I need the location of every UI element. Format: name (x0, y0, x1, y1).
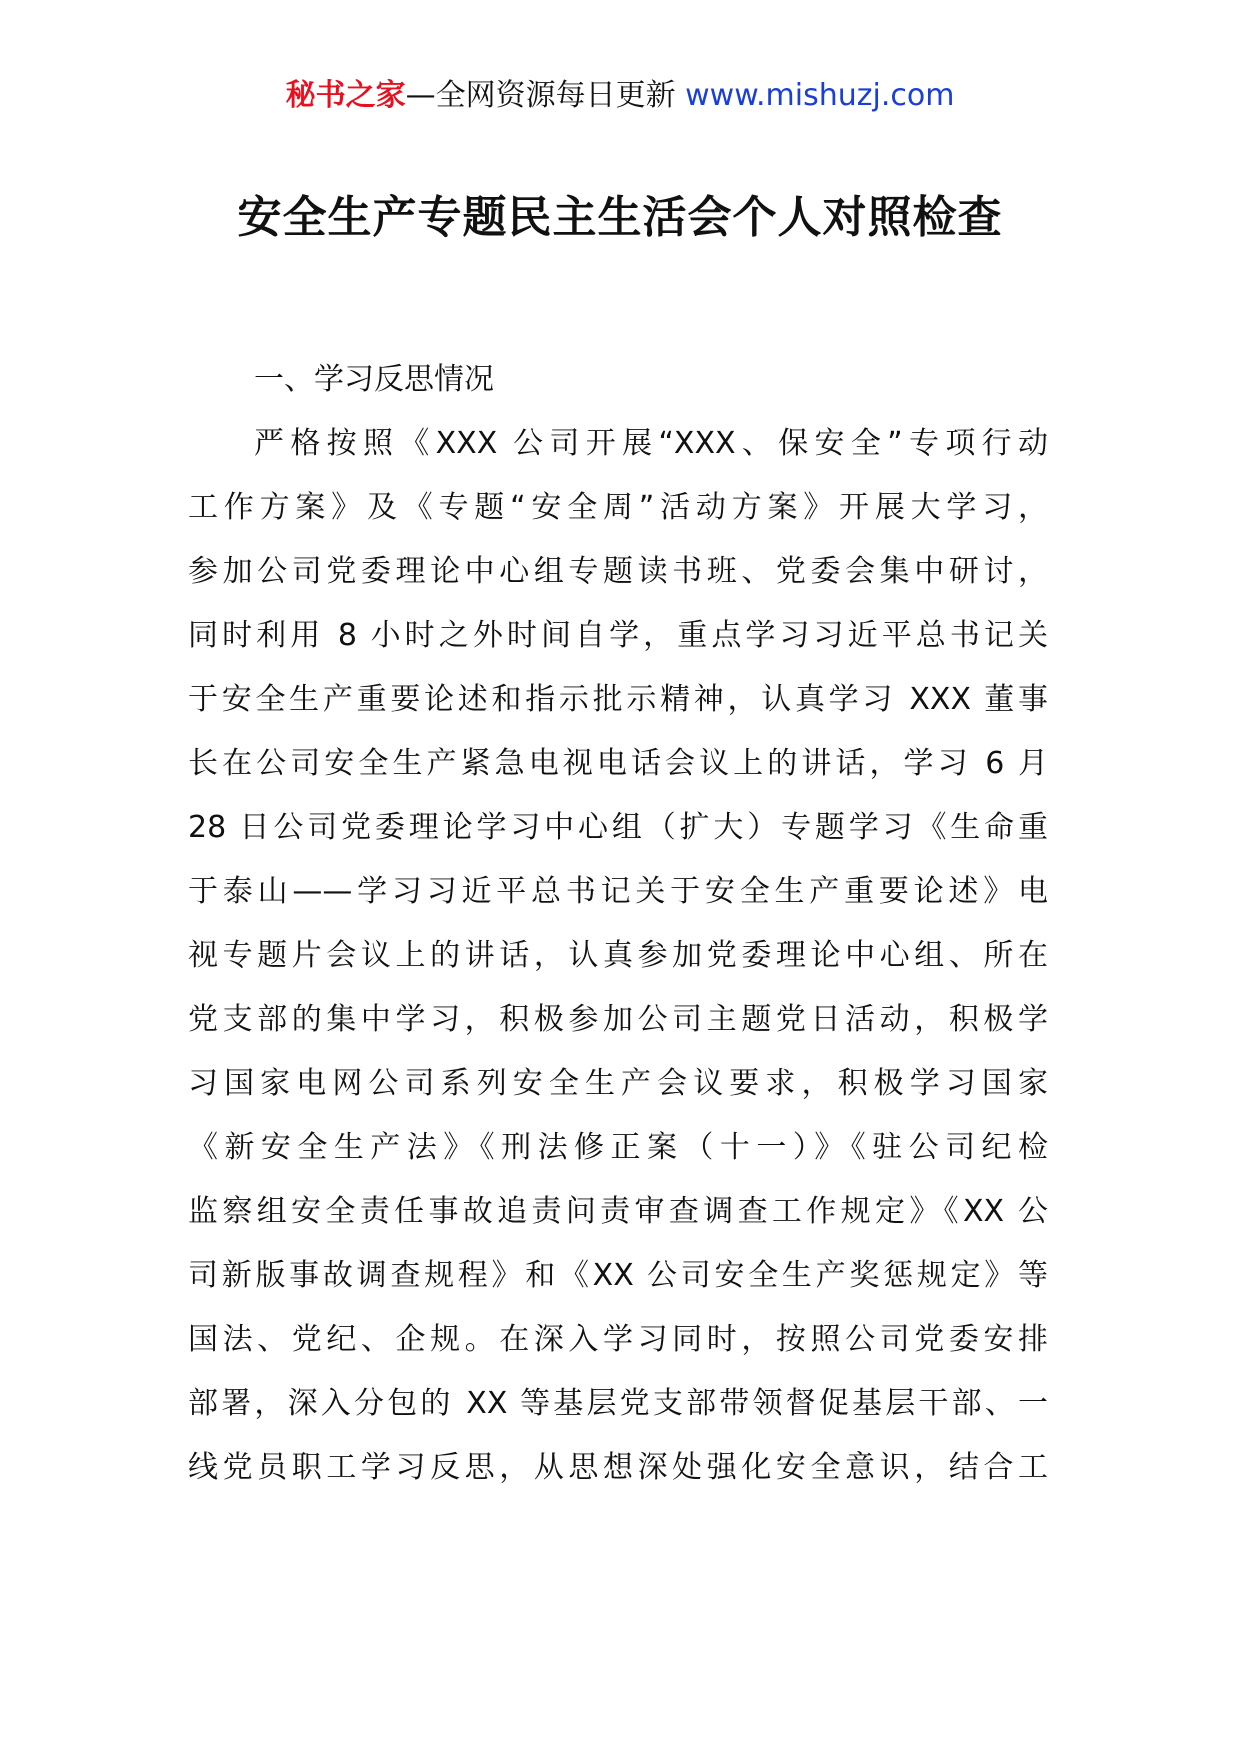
paragraph-line: 监察组安全责任事故追责问责审查调查工作规定》《XX 公 (188, 1194, 1048, 1229)
paragraph-line: 国法、党纪、企规。在深入学习同时，按照公司党委安排 (188, 1322, 1048, 1357)
paragraph-line: 同时利用 8 小时之外时间自学，重点学习习近平总书记关 (188, 618, 1048, 653)
paragraph-line: 参加公司党委理论中心组专题读书班、党委会集中研讨， (188, 554, 1048, 589)
site-tagline: —全网资源每日更新 (405, 78, 686, 113)
section-heading: 一、学习反思情况 (254, 362, 494, 397)
paragraph-line: 部署，深入分包的 XX 等基层党支部带领督促基层干部、一 (188, 1386, 1048, 1421)
site-url-link[interactable]: www.mishuzj.com (685, 78, 955, 113)
paragraph-line: 于安全生产重要论述和指示批示精神，认真学习 XXX 董事 (188, 682, 1048, 717)
paragraph-line: 党支部的集中学习，积极参加公司主题党日活动，积极学 (188, 1002, 1048, 1037)
paragraph-line: 工作方案》及《专题“安全周”活动方案》开展大学习， (188, 490, 1048, 525)
paragraph-line: 严格按照《XXX 公司开展“XXX、保安全”专项行动 (254, 426, 1048, 461)
paragraph-line: 视专题片会议上的讲话，认真参加党委理论中心组、所在 (188, 938, 1048, 973)
paragraph-line: 长在公司安全生产紧急电视电话会议上的讲话，学习 6 月 (188, 746, 1048, 781)
site-header (0, 76, 1240, 116)
site-brand: 秘书之家 (285, 78, 406, 113)
paragraph-line: 于泰山——学习习近平总书记关于安全生产重要论述》电 (188, 874, 1048, 909)
paragraph-line: 《新安全生产法》《刑法修正案（十一）》《驻公司纪检 (188, 1130, 1048, 1165)
paragraph-line: 28 日公司党委理论学习中心组（扩大）专题学习《生命重 (188, 810, 1048, 845)
paragraph-line: 司新版事故调查规程》和《XX 公司安全生产奖惩规定》等 (188, 1258, 1048, 1293)
paragraph-line: 习国家电网公司系列安全生产会议要求，积极学习国家 (188, 1066, 1048, 1101)
document-body (188, 348, 1048, 1500)
document-title: 安全生产专题民主生活会个人对照检查 (237, 192, 1003, 243)
paragraph-line: 线党员职工学习反思，从思想深处强化安全意识，结合工 (188, 1450, 1048, 1485)
